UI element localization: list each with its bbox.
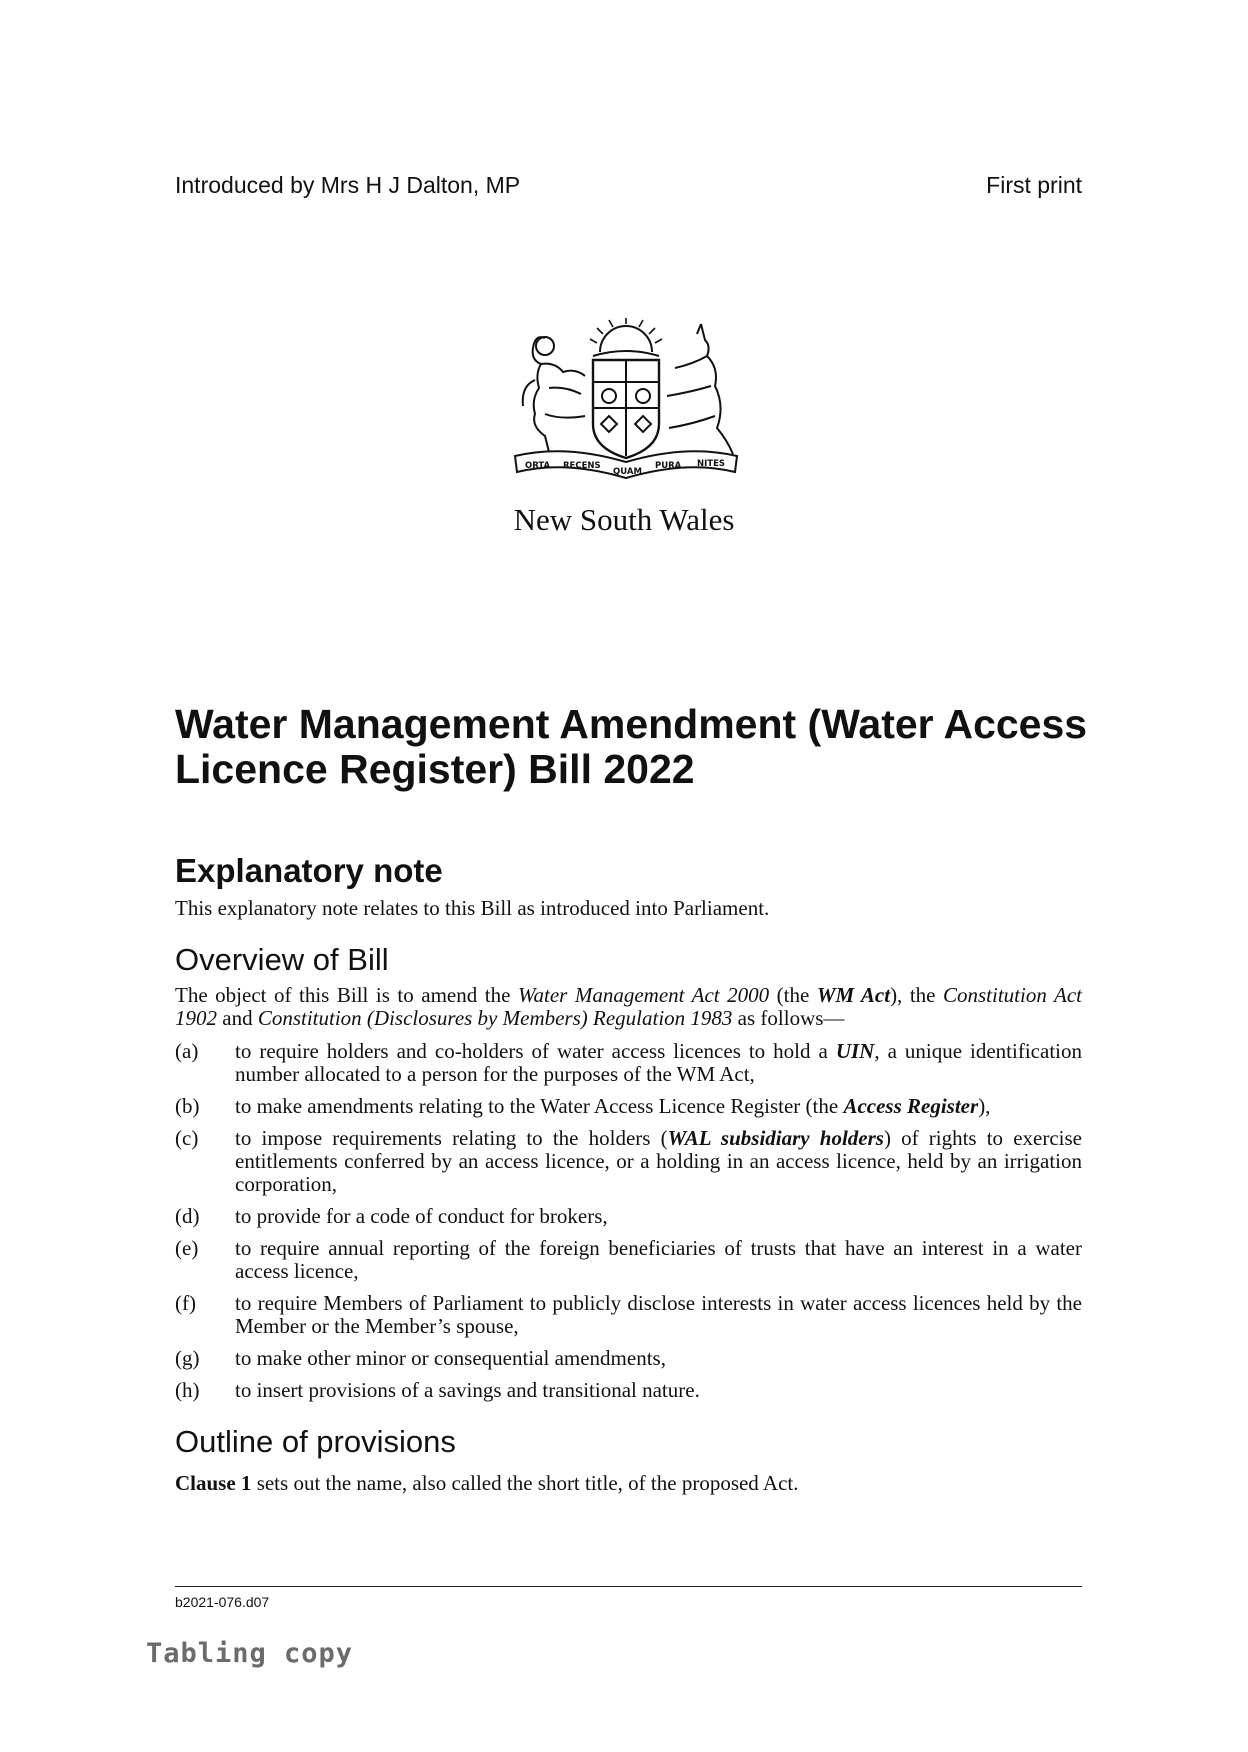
item-label: (g) [175, 1346, 200, 1370]
defined-term: WM Act [816, 983, 891, 1007]
text-run: ), the [890, 983, 943, 1007]
defined-term: Access Register [843, 1094, 979, 1118]
item-text: to provide for a code of conduct for brokers, [235, 1204, 608, 1228]
item-text: to make other minor or consequential amendments, [235, 1346, 666, 1370]
item-label: (d) [175, 1204, 200, 1228]
item-text: to require annual reporting of the foreign beneficiaries of trusts that have an interest in a water access licence, [235, 1236, 1082, 1283]
motto-word: PURA [655, 461, 682, 471]
motto-word: NITES [697, 459, 726, 469]
item-text: to impose requirements relating to the holders ( [235, 1126, 668, 1150]
text-run: (the [769, 983, 817, 1007]
document-code: b2021-076.d07 [175, 1594, 270, 1610]
item-text: , a unique identification number allocated to a person for the purposes of the WM Act, [235, 1039, 1082, 1086]
act-name: Constitution Act 1902 [175, 983, 1082, 1030]
item-text: to require Members of Parliament to publicly disclose interests in water access licences held by the Member or the Member’s spouse, [235, 1291, 1082, 1338]
footer-divider [175, 1586, 1082, 1587]
clause-label: Clause 1 [175, 1471, 252, 1495]
item-text: to insert provisions of a savings and transitional nature. [235, 1378, 700, 1402]
item-label: (e) [175, 1236, 199, 1260]
list-item [175, 1347, 1082, 1370]
list-item [175, 1127, 1082, 1196]
item-text: ), [978, 1094, 991, 1118]
motto-word: RECENS [563, 461, 601, 471]
list-item [175, 1237, 1082, 1283]
item-text: to require holders and co-holders of water access licences to hold a [235, 1039, 836, 1063]
motto-word: ORTA [525, 461, 551, 471]
text-run: as follows— [732, 1006, 845, 1030]
item-label: (b) [175, 1094, 200, 1118]
defined-term: WAL subsidiary holders [667, 1126, 884, 1150]
list-item [175, 1095, 1082, 1118]
regulation-name: Constitution (Disclosures by Members) Regulation 1983 [257, 1006, 733, 1030]
state-name: New South Wales [513, 502, 735, 537]
item-text: ) of rights to exercise entitlements conferred by an access licence, or a holding in an access licence, held by an irrigation corporation, [235, 1126, 1082, 1196]
introduced-by: Introduced by Mrs H J Dalton, MP [175, 172, 521, 198]
tabling-copy-label: Tabling copy [146, 1638, 354, 1669]
list-item [175, 1205, 1082, 1228]
item-label: (h) [175, 1378, 200, 1402]
objects-list [175, 1040, 1082, 1411]
outline-heading: Outline of provisions [175, 1424, 456, 1459]
clause-text: sets out the name, also called the short title, of the proposed Act. [251, 1471, 799, 1495]
overview-paragraph [175, 984, 1082, 1030]
nsw-coat-of-arms [505, 316, 747, 492]
bill-title: Water Management Amendment (Water Access Licence Register) Bill 2022 [175, 701, 1088, 792]
item-text: to make amendments relating to the Water Access Licence Register (the [235, 1094, 844, 1118]
print-status: First print [986, 172, 1082, 198]
overview-heading: Overview of Bill [175, 942, 389, 977]
list-item [175, 1292, 1082, 1338]
defined-term: UIN [835, 1039, 875, 1063]
motto-word: QUAM [613, 467, 642, 477]
text-run: and [217, 1006, 258, 1030]
act-name: Water Management Act 2000 [517, 983, 770, 1007]
item-label: (c) [175, 1126, 199, 1150]
list-item [175, 1040, 1082, 1086]
clause-1-paragraph [175, 1472, 1082, 1495]
explanatory-note-intro: This explanatory note relates to this Bill as introduced into Parliament. [175, 896, 770, 920]
list-item [175, 1379, 1082, 1402]
text-run: The object of this Bill is to amend the [175, 983, 518, 1007]
explanatory-note-heading: Explanatory note [175, 852, 443, 889]
item-label: (a) [175, 1039, 199, 1063]
item-label: (f) [175, 1291, 196, 1315]
